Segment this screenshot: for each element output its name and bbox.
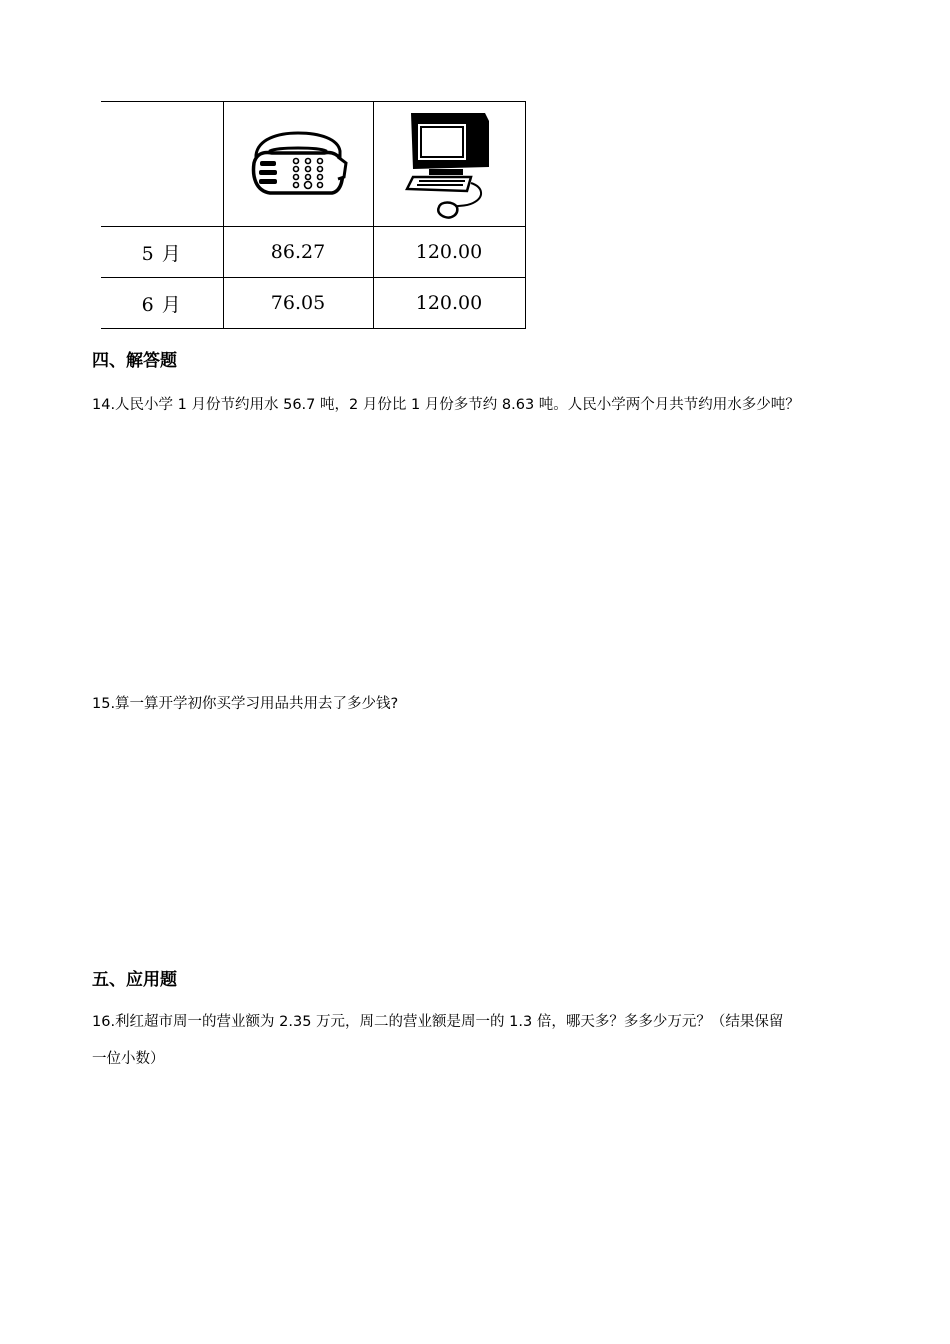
computer-header-cell [373,102,525,227]
question-16-line-1: 16.利红超市周一的营业额为 2.35 万元，周二的营业额是周一的 1.3 倍，哪天多？多多少万元？（结果保留 [92,1014,784,1030]
section-heading-five: 五、应用题 [92,970,177,990]
question-14: 14.人民小学 1 月份节约用水 56.7 吨，2 月份比 1 月份多节约 8.63 吨。人民小学两个月共节约用水多少吨？ [92,397,800,413]
telephone-header-cell [223,102,373,227]
empty-header-cell [101,102,223,227]
computer-bill-cell: 120.00 [373,227,525,278]
section-heading-four: 四、解答题 [92,351,177,371]
table-header-row [101,102,525,227]
computer-icon [399,107,499,222]
bill-table [101,101,525,328]
table-row [101,227,525,278]
month-cell: 5 月 [101,227,223,278]
computer-bill-cell: 120.00 [373,278,525,329]
table-row [101,278,525,329]
phone-bill-cell: 86.27 [223,227,373,278]
question-15: 15.算一算开学初你买学习用品共用去了多少钱? [92,696,399,712]
phone-bill-cell: 76.05 [223,278,373,329]
question-16-line-2: 一位小数） [92,1051,165,1067]
telephone-icon [248,129,348,199]
month-cell: 6 月 [101,278,223,329]
